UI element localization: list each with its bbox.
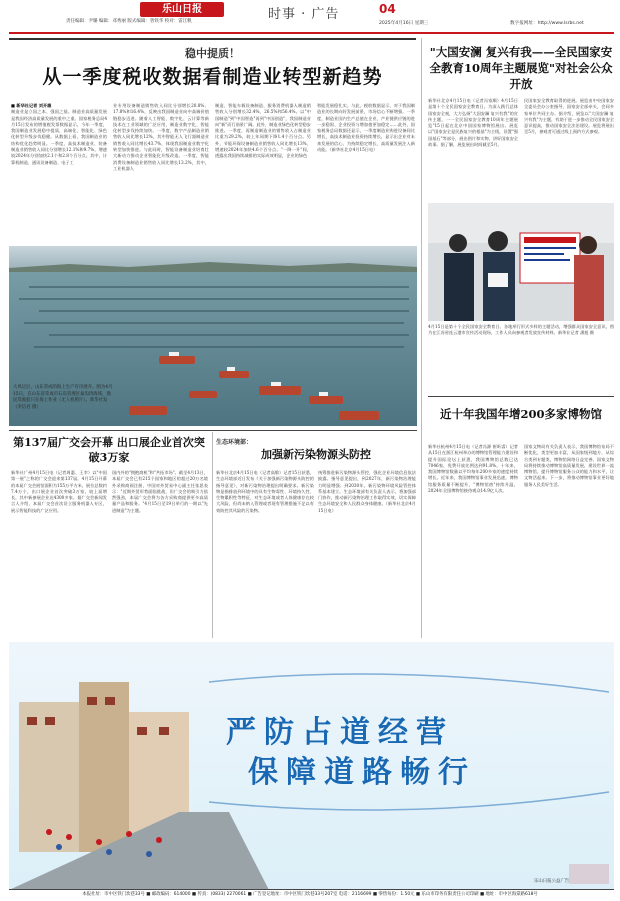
lead-column-2: 业专用设备制造销售收入同比分别增长20.8%、17.8%和16.4%，反映出我国制造业向中高端价值链稳步迈进。随着人工智能、数字化、云计算等新技术在工业领域的广泛应用，制造业数字化、智能化转型步伐持续加快。一季度，数字产品制造业销售收入同比增长12%，其中智能无人飞行器制造业销售收入同比增长43.7%，体现我国制造业数字化转型加快推进。与此同时，智能设备制造业培育壮大新动力推动企业智能化升级改造。一季度，智能消费设备制造业销售收入同比增长13.2%，其中，工业机器人: [113, 103, 209, 171]
section-title: 时事 · 广告: [268, 7, 340, 22]
page-number: 04: [379, 2, 396, 16]
eco-column-2: 统筹推进新污染物源头管控，强化企业环境信息依法披露。指导意见提出，到2027年，新污染物治理能力明显增强；到2030年，新污染物环境风险管控体系基本建立。生态环境部有关负责人表示，将加强部门协作，推动新污染物治理工作取得实效，切实保障生态环境安全和人民群众身体健康。（新华社北京4月15日电）: [318, 470, 416, 513]
editor-credits: 责任编辑：尹璐 编辑：邓秀丽 版式编辑：曾铁华 校对：雷江帆: [66, 19, 192, 24]
masthead-divider: [9, 32, 614, 34]
museum-column-1: 新华社杭州4月15日电（记者冯源 崔昕睿）记者从15日在浙江杭州举办的博物馆管理能力建设和提升国际论坛上获悉，我国博物馆总数已达7046家，免费开放比例达到91.8%。十年来，我国博物馆数量以平均每年200多家的速度持续增长。近年来，我国博物馆事业发展迅速，博物馆服务质量不断提升，"博物馆热"持续升温，2024年全国博物馆接待观众14.9亿人次。: [428, 444, 518, 494]
security-column-2: 民国家安全教育取得的进展。展览由中央国家安全委员会办公室指导，国家安全部牵头，会同多家单位共同主办。据介绍，展览以"大国安澜 复兴有我"为主题，有助于进一步推动全民国家安全意识提高，推动国家安全法治建设。展览将展出至5月，参观者可通过线上预约方式参观。: [524, 98, 614, 135]
security-headline: "大国安澜 复兴有我——全民国家安全教育10周年主题展览"对社会公众开放: [429, 45, 613, 91]
issue-date: 2025年4月16日 星期三: [379, 21, 429, 26]
security-education-photo: [428, 203, 614, 321]
eco-kicker: 生态环境部：: [216, 439, 253, 446]
eco-column-1: 新华社北京4月15日电（记者高敬）记者15日获悉，生态环境部近日发布《关于加强新污染物源头防控的指导意见》，对新污染物治理提出明确要求。新污染物是指排放到环境中的具有生物毒性、环境持久性、生物累积性等特征，对生态环境或者人体健康存在较大风险，但尚未纳入管理或者现有管理措施不足以有效防控其风险的污染物。: [216, 470, 314, 513]
museum-column-2: 国家文物局有关负责人表示，我国博物馆布局不断优化，类型更加丰富，从国家级到地方、从综合类到专题类，博物馆网络日益完善。国家文物局将持续推动博物馆高质量发展，建设世界一流博物馆，提升博物馆服务公众的能力和水平，让文物活起来。下一步，将推动博物馆事业更好地服务人民美好生活。: [524, 444, 614, 487]
website-link[interactable]: 数字报网址：http://www.lsrbs.net: [510, 21, 584, 26]
lead-column-3: 制造、智能车载设备制造、服务消费机器人制造销售收入分别增长32.4%、26.5%和56.4%。以"中国制造"到"中国智造"再到"中国创造"，我国制造业向"新"而行前景广阔。此外，制造业绿色化转型稳步推进。一季度，再制造制造业的销售收入占制造业比重为29.2%，较上年同期下降1.4个百分点。另外，节能环保设备制造业销售收入同比增长13%，增速较2024年加快4.6个百分点。"一降一升"间，透露出我国持续减排的实际成效明显，企业的绿色: [215, 103, 311, 159]
canton-column-2: 国内外的"拥抱商机"和"共拓市场"。截至4月13日，本届广交会已有215个国家和地区的超过20万名境外采购商预注册，中国对外贸易中心副主任张思表示："近期外贸形势面临挑战，但广交会的吸引力依然强劲，本届广交会将为各方采购商提供更多高质量产品和服务。"4月15日至19日举行的一期以"先进制造"为主题。: [112, 470, 208, 513]
lead-byline: ■ 新华社记者 刘开雄: [11, 103, 52, 108]
ad-slogan-line-2: 保障道路畅行: [248, 755, 476, 790]
security-photo-caption: 4月15日是第十个全民国家安全教育日。各地举行形式多样的主题活动，增强群众国家安全意识。图为在江苏省连云港市宣传活动现场，工作人员向参观者发放宣传材料。新华社记者 潘旭 摄: [428, 324, 614, 336]
lead-column-1: [11, 103, 107, 243]
officers-illustration: [428, 203, 614, 321]
eco-headline: 加强新污染物源头防控: [261, 448, 371, 461]
canton-column-1: 新华社广州4月15日电（记者周惠、王幸）以"中国第一展"之称的广交会迎来第137届。4月15日开幕的本届广交会展馆面积为155万平方米，展位总数约7.4万个，出口展企业首次突破3万家，较上届增长，其中新参展企业达4300多家。据广交会新闻发言人介绍，本届广交会首次设立服务机器人专区，展示智能科技的广泛应用。: [11, 470, 107, 513]
masthead: [0, 0, 620, 36]
ad-credit: 乐山日报公益广告: [534, 879, 570, 884]
lead-text-1: 制造业是立国之本、强国之基。制造业高质量发展是我国经济高质量发展的重中之重。国家税务总局4月15日发布的增值税发票数据显示，今年一季度，我国制造业发展稳中提质，高端化、智能化、绿色化转型升级步伐稳健。从数据上看，我国制造业的结构优化趋势明显。一季度，高技术制造业、装备制造业销售收入同比分别增长12.1%和9.7%，增速较2024年分别加快2.1个和2.8个百分点。其中，计算机制造、通讯设备制造、电子工: [11, 109, 107, 165]
lead-headline: 从一季度税收数据看制造业转型新趋势: [42, 66, 383, 88]
footer-info: 本报社址：市中区铁门坎巷33号 ■ 邮政编码：614000 ■ 传真：(0833) 2270061 ■ 广告登记地址：市中区铁门坎巷33号207室 电话：2116699 ■ 零售每份：1.50元 ■ 乐山市印务有限责任公司印刷 ■ 地址：市中区海棠路618号: [82, 892, 538, 897]
ad-slogan-line-1: 严防占道经营: [226, 715, 454, 750]
column-divider: [421, 38, 422, 638]
section-divider: [9, 430, 417, 431]
aquaculture-photo-caption: 大风过后，山东荣成的海上生产有序展开。图为4月15日，在山东省荣成市石岛管理区桑沟湾海域，渔民驾驶船只在海上作业（无人机照片）。新华社发（李信君 摄）: [13, 385, 113, 410]
column-divider: [212, 432, 213, 638]
lead-column-4: 智能发展稳扎实。与此，税收数据显示，对于我国制造业的长期向好发展前景，市场信心不断增强。一季度，制造业国内生产总值在企业，产业链供应链的进一步稳固、企业投资与增加值更加稳定……此外，国家税务总局数据还显示，一季度制造业购进设备同比增长，高技术制造业投资持续增长，显示出企业对未来发展的信心，为持续稳定增长、高质量发展注入新动能。（新华社北京4月15日电）: [317, 103, 415, 153]
canton-fair-headline: 第137届广交会开幕 出口展企业首次突破3万家: [13, 436, 205, 464]
footer-divider: [9, 889, 614, 890]
section-divider: [428, 396, 614, 397]
newspaper-logo: 乐山日报: [140, 2, 224, 17]
security-column-1: 新华社北京4月15日电（记者冯家顺）4月15日是第十个全民国家安全教育日。为深入践行总体国家安全观，大力弘扬"大国安澜 复兴有我"的宣传主题，一一全民国家安全教育10周年主题展览"15日起在北京中国国家博物馆展出。展览以"国家安全是民族复兴的根基"为主线，设置"强国基石"等部分，展出图片和实物，讲好国家安全故事。据了解，展览展出时间截至5月。: [428, 98, 518, 148]
lead-kicker: 稳中提质！: [185, 47, 240, 60]
museum-headline: 近十年我国年增200多家博物馆: [439, 407, 602, 421]
